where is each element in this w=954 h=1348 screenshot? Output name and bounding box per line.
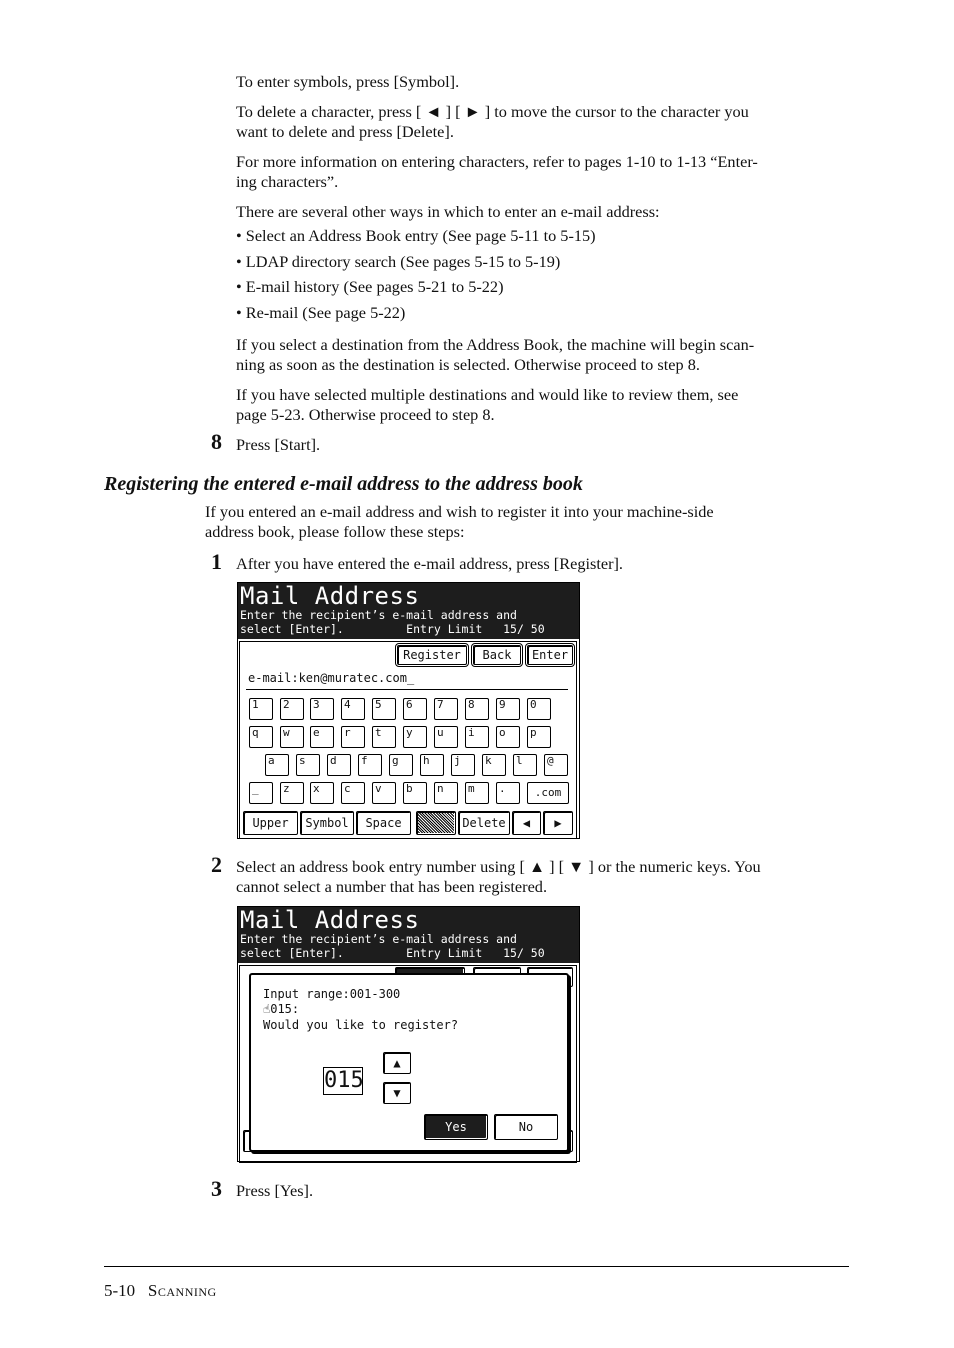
key-s[interactable]: s [296,754,320,776]
text-multiple-destinations-note [236,385,850,425]
list-item: • E-mail history (See pages 5-21 to 5-22) [236,277,504,296]
screen-entry-limit: select [Enter]. Entry Limit 15/ 50 [240,622,545,636]
list-item: • Re-mail (See page 5-22) [236,303,406,322]
key-y[interactable]: y [403,726,427,748]
key-a[interactable]: a [265,754,289,776]
step-number: 8 [211,429,222,454]
key-x[interactable]: x [310,782,334,804]
key-j[interactable]: j [451,754,475,776]
text-line: address book, please follow these steps: [205,522,465,541]
symbol-button[interactable]: Symbol [300,811,354,835]
text-line: Select an address book entry number using [ ▲ ] [ ▼ ] or the numeric keys. You [236,857,761,876]
key-i[interactable]: i [465,726,489,748]
key-underscore[interactable]: _ [249,782,273,804]
step-text: Press [Yes]. [236,1181,314,1200]
text-line: If you have selected multiple destinations and would like to review them, see [236,385,739,404]
section-name: Scanning [147,1281,217,1300]
key-b[interactable]: b [403,782,427,804]
key-6[interactable]: 6 [403,698,427,720]
key-m[interactable]: m [465,782,489,804]
key-9[interactable]: 9 [496,698,520,720]
key-1[interactable]: 1 [249,698,273,720]
back-button[interactable]: Back [473,645,521,665]
key-n[interactable]: n [434,782,458,804]
step-number: 2 [211,852,222,877]
delete-button[interactable]: Delete [458,811,510,835]
key-8[interactable]: 8 [465,698,489,720]
key-l[interactable]: l [513,754,537,776]
text-delete-instruction [236,102,850,142]
page-footer [104,1281,217,1301]
key-period[interactable]: . [496,782,520,804]
key-o[interactable]: o [496,726,520,748]
key-h[interactable]: h [420,754,444,776]
list-item: • LDAP directory search (See pages 5-15 to 5-19) [236,252,561,271]
text-more-info [236,152,850,192]
field-underline [246,689,568,690]
screen-instruction: Enter the recipient’s e-mail address and [240,608,517,622]
cursor-left-button[interactable]: ◀ [512,811,541,835]
key-q[interactable]: q [249,726,273,748]
step-text: After you have entered the e-mail address, press [Register]. [236,554,623,573]
footer-rule [104,1266,849,1267]
key-u[interactable]: u [434,726,458,748]
enter-button[interactable]: Enter [527,645,573,665]
list-item: • Select an Address Book entry (See page 5-11 to 5-15) [236,226,596,245]
step-number: 3 [211,1176,222,1201]
text-address-book-note [236,335,850,375]
hand-pointer-icon: ☝ [263,1002,271,1016]
mail-address-screen [237,582,580,839]
step-text [236,857,850,897]
text-line: ning as soon as the destination is selected. Otherwise proceed to step 8. [236,355,700,374]
input-panel [239,641,577,839]
key-z[interactable]: z [280,782,304,804]
space-button[interactable]: Space [356,811,411,835]
upper-button[interactable]: Upper [243,811,298,835]
key-dotcom[interactable]: .com [527,782,569,804]
key-v[interactable]: v [372,782,396,804]
page-number: 5-10 [104,1281,136,1300]
key-r[interactable]: r [341,726,365,748]
key-3[interactable]: 3 [310,698,334,720]
register-dialog-screen [237,906,580,1162]
screen-body [238,963,579,1160]
key-d[interactable]: d [327,754,351,776]
screen-title: Mail Address [240,582,420,610]
dialog-entry-number [263,1002,299,1017]
key-e[interactable]: e [310,726,334,748]
text-line: To delete a character, press [ ◄ ] [ ► ] to move the cursor to the character you [236,102,749,121]
text-line: want to delete and press [Delete]. [236,122,454,141]
register-button[interactable]: Register [397,645,467,665]
text-line: If you select a destination from the Address Book, the machine will begin scan- [236,335,755,354]
key-f[interactable]: f [358,754,382,776]
dialog-question: Would you like to register? [263,1018,459,1032]
key-k[interactable]: k [482,754,506,776]
key-5[interactable]: 5 [372,698,396,720]
key-g[interactable]: g [389,754,413,776]
key-c[interactable]: c [341,782,365,804]
key-t[interactable]: t [372,726,396,748]
key-7[interactable]: 7 [434,698,458,720]
dialog-number-label: 015: [270,1002,300,1016]
screen-title: Mail Address [240,906,420,934]
text-line: For more information on entering characters, refer to pages 1-10 to 1-13 “Enter- [236,152,758,171]
screen-body [238,639,579,838]
screen-header [238,583,579,639]
section-intro [205,502,850,542]
step-text: Press [Start]. [236,435,321,454]
screen-header [238,907,579,963]
text-line: cannot select a number that has been registered. [236,877,548,896]
entry-number-display[interactable]: 015 [324,1068,364,1093]
key-2[interactable]: 2 [280,698,304,720]
down-arrow-button[interactable]: ▼ [383,1082,411,1104]
yes-button[interactable]: Yes [424,1114,488,1140]
up-arrow-button[interactable]: ▲ [383,1052,411,1074]
screen-instruction: Enter the recipient’s e-mail address and [240,932,517,946]
enter-key-icon[interactable] [416,811,456,835]
screen-entry-limit: select [Enter]. Entry Limit 15/ 50 [240,946,545,960]
section-heading: Registering the entered e-mail address to the address book [104,473,583,495]
email-address-field[interactable]: e-mail:ken@muratec.com_ [248,671,415,685]
key-0[interactable]: 0 [527,698,551,720]
text-symbol-instruction: To enter symbols, press [Symbol]. [236,72,460,91]
text-other-ways: There are several other ways in which to enter an e-mail address: [236,202,660,221]
key-w[interactable]: w [280,726,304,748]
text-line: If you entered an e-mail address and wish to register it into your machine-side [205,502,714,521]
register-dialog [249,973,569,1152]
cursor-right-button[interactable]: ▶ [543,811,573,835]
text-line: page 5-23. Otherwise proceed to step 8. [236,405,495,424]
no-button[interactable]: No [494,1114,558,1140]
key-4[interactable]: 4 [341,698,365,720]
step-number: 1 [211,549,222,574]
key-p[interactable]: p [527,726,551,748]
dialog-input-range: Input range:001-300 [263,987,401,1001]
key-at[interactable]: @ [544,754,568,776]
text-line: ing characters”. [236,172,339,191]
